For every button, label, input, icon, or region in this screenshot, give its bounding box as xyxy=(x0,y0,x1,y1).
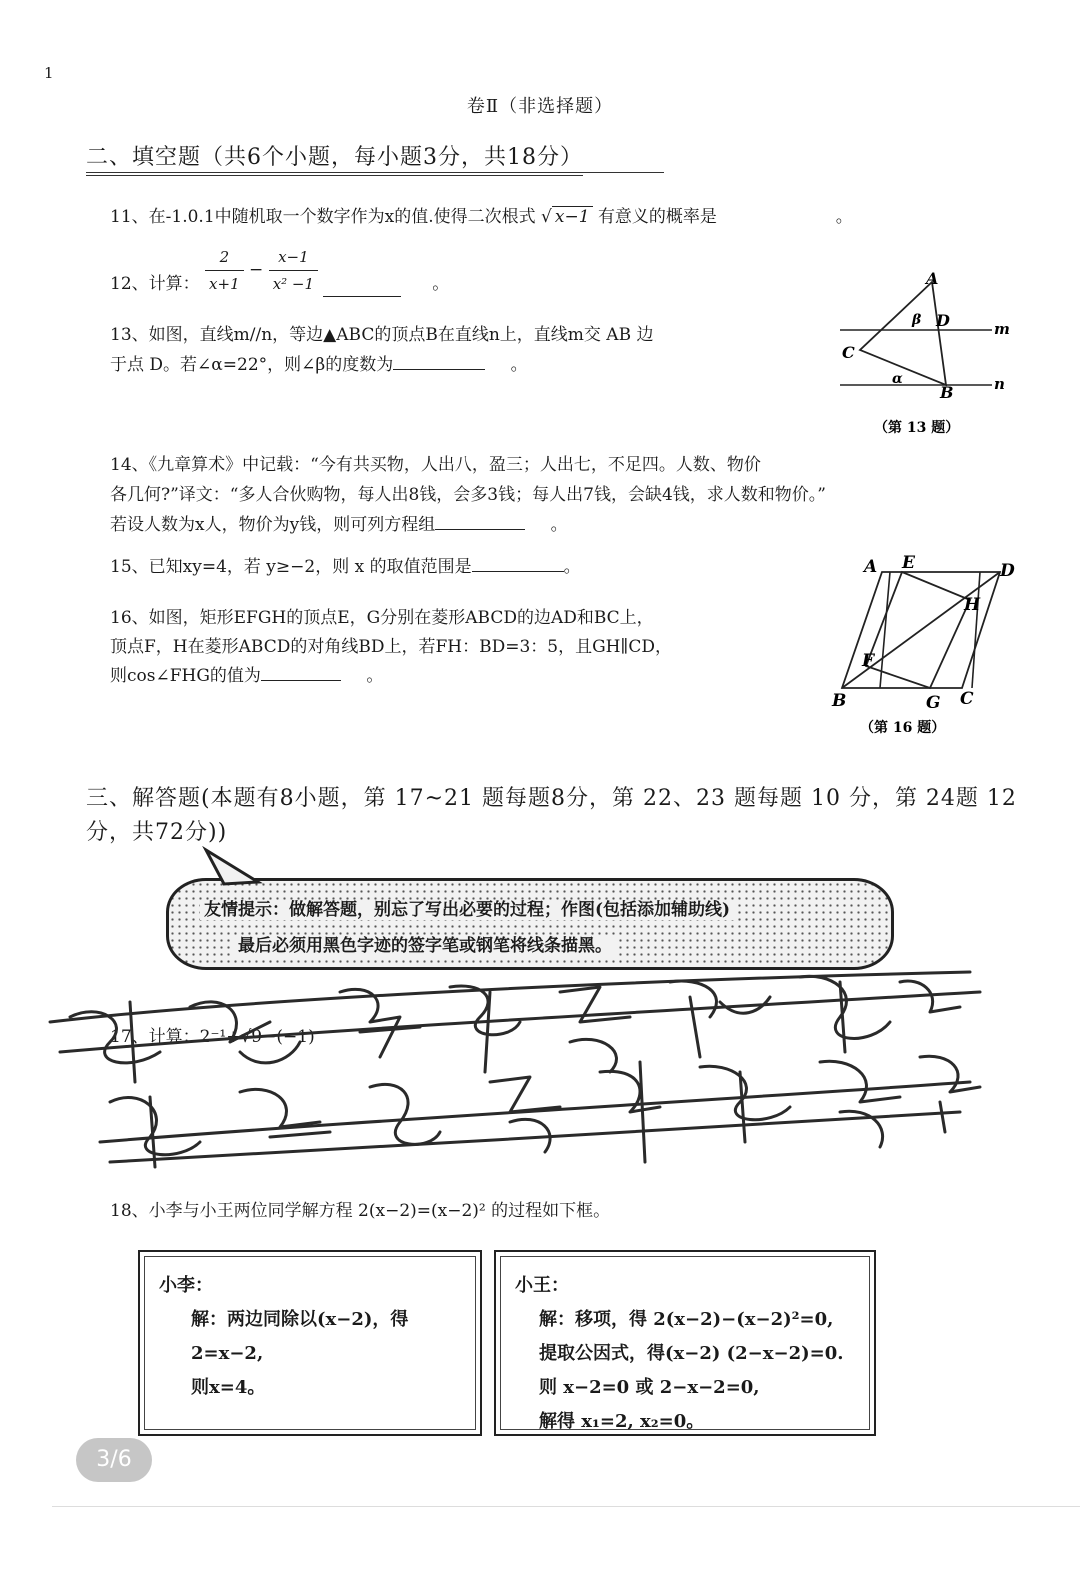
q16-answer-blank[interactable] xyxy=(261,662,341,681)
q15-text: 15、已知xy=4，若 y≥−2，则 x 的取值范围是 xyxy=(110,557,472,577)
fig13-label-beta: β xyxy=(912,312,922,328)
q12-fraction-2 xyxy=(269,244,318,297)
xiaoli-line2: 2=x−2, xyxy=(191,1343,264,1364)
q11-radical: √ x−1 xyxy=(541,202,593,232)
q13-answer-blank[interactable] xyxy=(393,351,485,370)
q12-frac2-num: x−1 xyxy=(269,244,318,271)
xiaoli-solution-box xyxy=(138,1250,482,1436)
fig16-label-A: A xyxy=(864,557,878,577)
fig13-label-n: n xyxy=(994,375,1005,393)
tip-text-block xyxy=(200,892,734,964)
tip-box-tail xyxy=(196,846,266,886)
fig13-label-D: D xyxy=(936,311,950,330)
handwriting-overlay xyxy=(40,962,1040,1172)
fig16-label-E: E xyxy=(902,553,915,573)
scribble-char-3 xyxy=(340,989,420,1057)
scribble-char-6 xyxy=(670,981,770,1057)
q13-line2: 于点 D。若∠α=22°，则∠β的度数为 xyxy=(110,355,394,375)
bottom-divider xyxy=(52,1506,1080,1507)
fig16-label-G: G xyxy=(926,693,941,713)
scribble-strike-1 xyxy=(50,972,970,1022)
q16-line1: 16、如图，矩形EFGH的顶点E，G分别在菱形ABCD的边AD和BC上， xyxy=(110,608,654,628)
volume-title: 卷Ⅱ（非选择题） xyxy=(466,96,614,117)
q14-line1: 14、《九章算术》中记载：“今有共买物，人出八，盈三；人出七，不足四。人数、物价 xyxy=(110,455,761,475)
question-12 xyxy=(110,244,449,297)
question-16 xyxy=(110,604,672,691)
q15-answer-blank[interactable] xyxy=(472,553,564,572)
fig13-label-m: m xyxy=(994,320,1010,338)
fig13-triangle xyxy=(860,282,946,385)
q12-frac1-num: 2 xyxy=(205,244,244,271)
xiaoli-solution-inner xyxy=(144,1256,476,1430)
q13-line1: 13、如图，直线m//n，等边▲ABC的顶点B在直线n上，直线m交 AB 边 xyxy=(110,325,654,345)
question-15 xyxy=(110,552,581,582)
tip-line1: 友情提示：做解答题，别忘了写出必要的过程；作图(包括添加辅助线) xyxy=(200,900,734,920)
q16-line3-row xyxy=(110,662,672,691)
q13-end: 。 xyxy=(510,355,528,375)
q12-label: 12、计算： xyxy=(110,274,200,294)
xiaowang-line3: 则 x−2=0 或 2−x−2=0, xyxy=(539,1377,760,1398)
q11-text-b: 有意义的概率是 xyxy=(597,207,717,227)
xiaoli-line3: 则x=4。 xyxy=(191,1377,266,1398)
q15-end: 。 xyxy=(563,557,581,577)
xiaoli-name: 小李： xyxy=(159,1275,213,1296)
fig13-caption: （第 13 题） xyxy=(874,420,960,436)
fig16-label-B: B xyxy=(832,691,847,711)
fig16-label-D: D xyxy=(1000,561,1015,581)
q16-end: 。 xyxy=(366,666,384,686)
xiaowang-solution-box xyxy=(494,1250,876,1436)
section2-heading: 二、填空题（共6个小题，每小题3分，共18分） xyxy=(86,140,583,176)
question-11 xyxy=(110,202,853,232)
figure-16 xyxy=(822,552,1026,742)
q13-line2-row xyxy=(110,350,653,380)
q14-answer-blank[interactable] xyxy=(435,511,525,530)
q12-fraction-1 xyxy=(205,244,244,297)
page-indicator-badge[interactable]: 3/6 xyxy=(76,1438,152,1482)
tip-line2: 最后必须用黑色字迹的签字笔或钢笔将线条描黑。 xyxy=(234,936,616,956)
fig13-label-alpha: α xyxy=(892,371,903,387)
q14-line2: 各几何?”译文：“多人合伙购物，每人出8钱，会多3钱；每人出7钱，会缺4钱，求人数和物价。” xyxy=(110,485,826,505)
scribble-char-15 xyxy=(820,1061,900,1147)
scribble-char-2 xyxy=(190,1002,300,1063)
fig13-label-A: A xyxy=(926,269,939,288)
q11-end: 。 xyxy=(835,207,853,227)
xiaoli-line1: 解：两边同除以(x−2)，得 xyxy=(191,1309,409,1330)
fig13-label-C: C xyxy=(842,343,855,362)
fig16-label-C: C xyxy=(960,689,974,709)
tip-line1-row xyxy=(200,892,734,928)
q11-text-a: 11、在-1.0.1中随机取一个数字作为x的值.使得二次根式 xyxy=(110,207,536,227)
q12-end: 。 xyxy=(432,274,450,294)
fig16-caption: （第 16 题） xyxy=(860,720,946,736)
fig16-label-F: F xyxy=(862,651,875,671)
fig13-label-B: B xyxy=(940,383,954,402)
q12-frac1-den: x+1 xyxy=(209,275,240,293)
scribble-char-11 xyxy=(370,1084,440,1144)
q12-answer-blank[interactable] xyxy=(323,278,401,297)
page-number: 1 xyxy=(44,64,54,82)
fig16-extra-line-left xyxy=(880,572,890,688)
scribble-char-4 xyxy=(450,986,520,1072)
q14-end: 。 xyxy=(550,515,568,535)
q14-line3: 若设人数为x人，物价为y钱，则可列方程组 xyxy=(110,515,436,535)
section3-heading: 三、解答题(本题有8小题，第 17~21 题每题8分，第 22、23 题每题 10 分，第 24题 12分，共72分)) xyxy=(86,786,1017,845)
question-18: 18、小李与小王两位同学解方程 2(x−2)=(x−2)² 的过程如下框。 xyxy=(110,1201,611,1221)
xiaowang-solution-inner xyxy=(500,1256,870,1430)
q14-line3-row xyxy=(110,510,826,540)
scribble-char-7 xyxy=(800,976,890,1052)
xiaowang-name: 小王： xyxy=(515,1275,569,1296)
q16-line3: 则cos∠FHG的值为 xyxy=(110,666,261,686)
q16-line2: 顶点F，H在菱形ABCD的对角线BD上，若FH：BD=3：5，且GH∥CD， xyxy=(110,637,672,657)
section2-underline xyxy=(86,172,664,173)
figure-13 xyxy=(832,268,1022,440)
scribble-char-14 xyxy=(700,1066,790,1142)
tip-line2-row xyxy=(200,928,734,964)
q11-radicand: x−1 xyxy=(552,206,593,227)
q12-minus: − xyxy=(249,260,264,280)
xiaowang-line4: 解得 x₁=2, x₂=0。 xyxy=(539,1411,705,1432)
q12-frac2-den: x² −1 xyxy=(272,275,315,293)
question-13 xyxy=(110,320,653,380)
fig16-label-H: H xyxy=(964,595,981,615)
xiaowang-line1: 解：移项，得 2(x−2)−(x−2)²=0, xyxy=(539,1309,834,1330)
question-17: 17、计算：2⁻¹+√9−(−1) xyxy=(110,1027,315,1047)
scribble-char-16 xyxy=(920,1056,980,1132)
scribble-char-5 xyxy=(560,987,630,1072)
scribble-char-13 xyxy=(600,1062,660,1162)
xiaowang-line2: 提取公因式，得(x−2) (2−x−2)=0. xyxy=(539,1343,844,1364)
question-14 xyxy=(110,450,826,540)
